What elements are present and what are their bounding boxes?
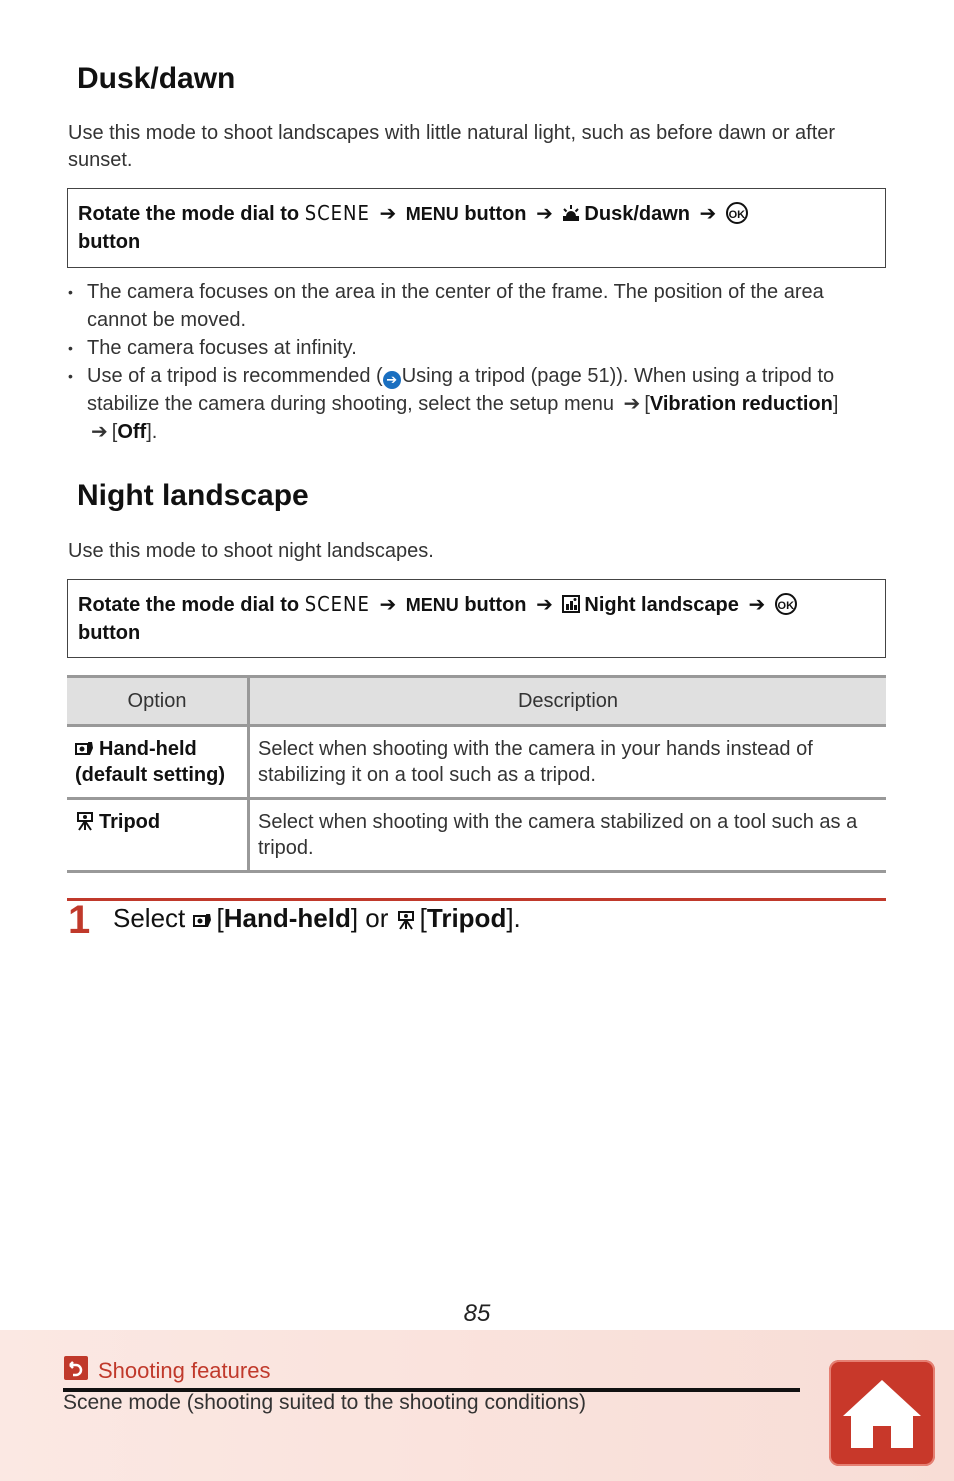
- night-procedure-box: [67, 579, 886, 658]
- arrow-icon: ➔: [748, 594, 766, 616]
- night-intro: Use this mode to shoot night landscapes.: [68, 540, 434, 562]
- dusk-notes-list: [68, 278, 880, 446]
- home-icon: [829, 1360, 935, 1466]
- tripod-icon: [396, 910, 416, 930]
- proc-text: button: [78, 231, 141, 253]
- arrow-icon: ➔: [91, 421, 108, 443]
- column-header-option: Option: [67, 677, 249, 726]
- section-title-dusk-dawn: Dusk/dawn: [77, 62, 236, 95]
- scene-mode-glyph: SCENE: [304, 592, 370, 616]
- option-label-tripod: Tripod: [99, 811, 161, 833]
- proc-text: Rotate the mode dial to: [78, 203, 300, 225]
- note-text: The camera focuses on the area in the center of the frame. The position of the area cannot be moved.: [87, 281, 824, 331]
- options-table: [67, 675, 886, 873]
- dusk-dawn-mode-label: Dusk/dawn: [584, 203, 690, 225]
- list-item: [68, 362, 880, 446]
- step-text: Select: [113, 903, 186, 933]
- note-text: ). When using a tripod to stabilize the camera during shooting, select the setup menu: [87, 365, 835, 415]
- option-cell: [67, 726, 249, 799]
- step-divider: [67, 898, 886, 901]
- menu-button-glyph: MENU: [405, 595, 459, 615]
- menu-button-glyph: MENU: [405, 204, 459, 224]
- section-link[interactable]: Scene mode (shooting suited to the shooting conditions): [63, 1391, 587, 1414]
- section-title-night-landscape: Night landscape: [77, 479, 309, 512]
- hand-held-icon: [193, 910, 213, 930]
- off-label: Off: [117, 421, 147, 443]
- arrow-icon: ➔: [536, 594, 553, 616]
- table-row: [67, 726, 886, 799]
- hand-held-icon: [75, 738, 95, 758]
- arrow-icon: ➔: [623, 393, 641, 415]
- dusk-intro: Use this mode to shoot landscapes with little natural light, such as before dawn or after sunset.: [68, 122, 836, 171]
- dusk-dawn-icon: [562, 204, 580, 222]
- note-text: Use of a tripod is recommended (: [87, 365, 383, 387]
- bracket: ].: [506, 903, 521, 933]
- column-header-description: Description: [249, 677, 887, 726]
- vibration-reduction-label: Vibration reduction: [649, 393, 833, 415]
- bracket: [: [111, 421, 118, 443]
- proc-text: button: [464, 594, 527, 616]
- description-cell: Select when shooting with the camera stabilized on a tool such as a tripod.: [249, 799, 887, 872]
- tripod-label: Tripod: [426, 903, 507, 933]
- night-landscape-icon: [562, 595, 580, 613]
- table-row: [67, 799, 886, 872]
- tripod-link[interactable]: Using a tripod (page 51): [401, 365, 617, 387]
- arrow-icon: ➔: [536, 203, 553, 225]
- page-number: 85: [463, 1300, 491, 1327]
- bracket: ].: [146, 421, 158, 443]
- scene-mode-glyph: SCENE: [304, 201, 370, 225]
- arrow-icon: ➔: [379, 203, 397, 225]
- ok-button-icon: OK: [726, 202, 748, 224]
- arrow-icon: ➔: [379, 594, 397, 616]
- home-button[interactable]: [829, 1360, 935, 1466]
- step-instruction: [113, 903, 521, 934]
- proc-text: Rotate the mode dial to: [78, 594, 300, 616]
- list-item: [68, 278, 880, 334]
- arrow-icon: ➔: [699, 203, 717, 225]
- bracket: [: [644, 393, 650, 415]
- hand-held-label: Hand-held: [223, 903, 351, 933]
- dusk-procedure-box: [67, 188, 886, 268]
- link-arrow-icon[interactable]: ➔: [383, 371, 401, 389]
- bracket: [: [419, 903, 427, 933]
- step-number: 1: [68, 898, 91, 942]
- note-text: The camera focuses at infinity.: [87, 337, 357, 359]
- proc-text: button: [464, 203, 527, 225]
- step-text: ] or: [350, 903, 389, 933]
- chapter-link[interactable]: Shooting features: [98, 1358, 271, 1383]
- option-cell: [67, 799, 249, 872]
- night-landscape-mode-label: Night landscape: [584, 594, 739, 616]
- bracket: ]: [832, 393, 839, 415]
- tripod-icon: [75, 811, 95, 831]
- list-item: [68, 334, 880, 362]
- bracket: [: [216, 903, 224, 933]
- proc-text: button: [78, 622, 141, 644]
- camera-back-icon[interactable]: [64, 1356, 88, 1380]
- description-cell: Select when shooting with the camera in your hands instead of stabilizing it on a tool such as a tripod.: [249, 726, 887, 799]
- ok-button-icon: OK: [775, 593, 797, 615]
- option-label-hand-held: Hand-held (default setting): [75, 738, 225, 786]
